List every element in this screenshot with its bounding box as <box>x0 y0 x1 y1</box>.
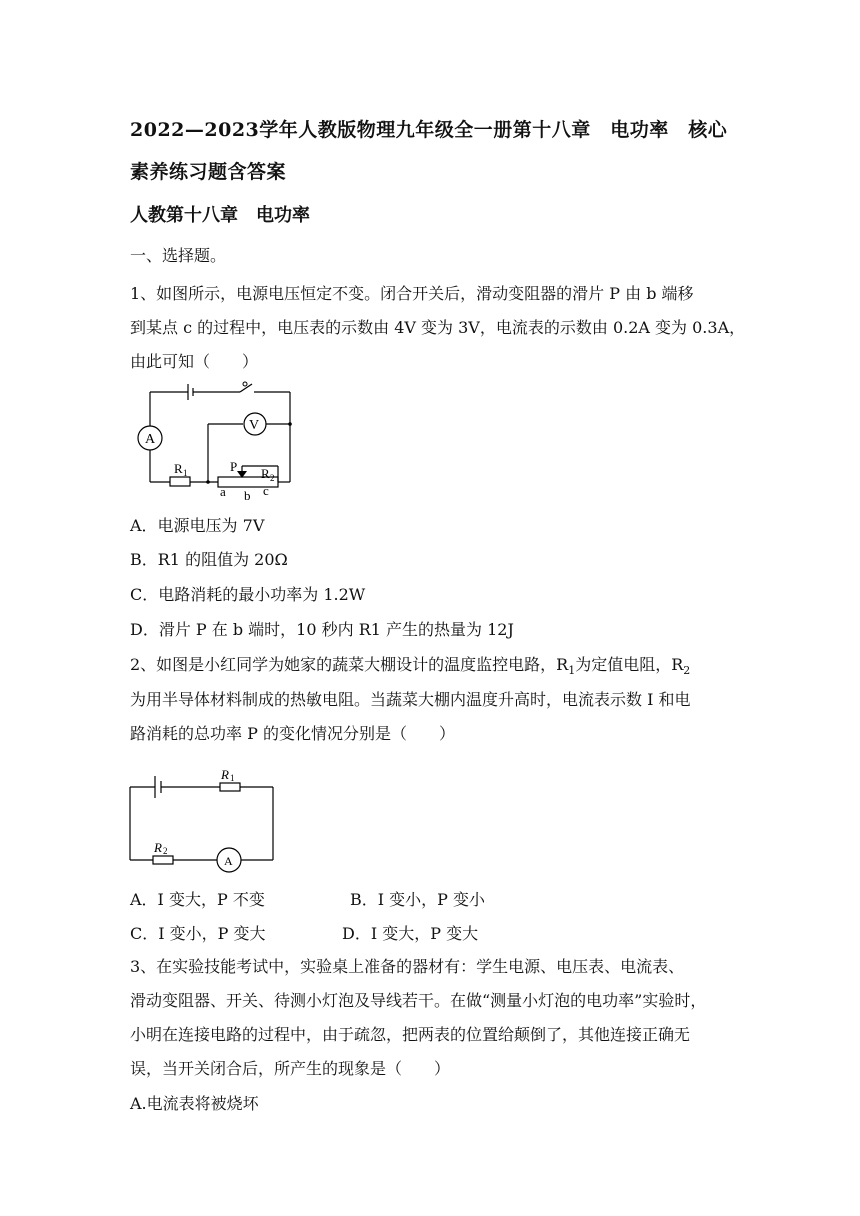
r1-label-sub: 1 <box>183 468 188 478</box>
q1-ammeter-label: A <box>145 432 156 447</box>
r1-resistor <box>170 477 190 486</box>
r1-label: R <box>174 461 183 476</box>
q2-r1-subscript: 1 <box>568 664 576 678</box>
r2-label-sub: 2 <box>270 473 275 483</box>
q1-option-c: C．电路消耗的最小功率为 1.2W <box>130 585 366 604</box>
q3-text-line-2: 滑动变阻器、开关、待测小灯泡及导线若干。在做“测量小灯泡的电功率”实验时， <box>130 991 707 1010</box>
q2-r2-resistor <box>153 856 173 864</box>
terminal-a-label: a <box>220 484 226 499</box>
chapter-heading: 人教第十八章 电功率 <box>130 205 310 226</box>
q1-option-b: B．R1 的阻值为 20Ω <box>130 550 288 569</box>
q2-r2-label-sub: 2 <box>163 846 168 856</box>
q2-text-line-3: 路消耗的总功率 P 的变化情况分别是（ ） <box>130 724 455 743</box>
q1-text-line-1: 1、如图所示，电源电压恒定不变。闭合开关后，滑动变阻器的滑片 P 由 b 端移 <box>130 284 694 303</box>
q1-text-line-3: 由此可知（ ） <box>130 352 259 371</box>
q2-option-c: C．I 变小，P 变大 <box>130 924 266 943</box>
q2-text-line-1: 2、如图是小红同学为她家的蔬菜大棚设计的温度监控电路，$R_1$为定值电阻，$R_2$ <box>130 655 691 678</box>
q3-text-line-1: 3、在实验技能考试中，实验桌上准备的器材有：学生电源、电压表、电流表、 <box>130 957 685 976</box>
q2-r2-label: R <box>154 840 162 855</box>
terminal-c-label: c <box>263 483 269 498</box>
doc-title-line-2: 素养练习题含答案 <box>130 161 287 183</box>
q1-circuit-diagram <box>130 378 300 503</box>
q2-option-a: A．I 变大，P 不变 <box>130 890 265 909</box>
q2-option-d: D．I 变大，P 变大 <box>342 924 479 943</box>
slider-p-label: P <box>230 459 238 474</box>
q2-r1-resistor <box>220 783 240 791</box>
q1-option-d: D．滑片 P 在 b 端时，10 秒内 R1 产生的热量为 12J <box>130 620 514 639</box>
section-heading: 一、选择题。 <box>130 246 227 265</box>
doc-title-line-1: 2022—2023学年人教版物理九年级全一册第十八章 电功率 核心 <box>130 119 728 141</box>
terminal-b-label: b <box>244 488 251 503</box>
q2-ammeter-label: A <box>224 854 233 868</box>
r2-label: R <box>261 466 270 481</box>
q3-text-line-4: 误，当开关闭合后，所产生的现象是（ ） <box>130 1059 451 1078</box>
q1-text-line-2: 到某点 c 的过程中，电压表的示数由 4V 变为 3V，电流表的示数由 0.2A 变为 0.3A， <box>130 318 746 337</box>
q2-option-b: B．I 变小，P 变小 <box>350 890 486 909</box>
q2-r1-label-sub: 1 <box>230 773 235 783</box>
q2-circuit-diagram <box>125 764 285 876</box>
q2-r1-label: R <box>221 767 229 782</box>
q1-option-a: A．电源电压为 7V <box>130 516 265 535</box>
q3-option-a: A.电流表将被烧坏 <box>130 1094 259 1113</box>
q1-voltmeter-label: V <box>249 418 260 433</box>
q2-r2-subscript: 2 <box>683 664 691 678</box>
q2-text-line-2: 为用半导体材料制成的热敏电阻。当蔬菜大棚内温度升高时，电流表示数 I 和电 <box>130 690 691 709</box>
q3-text-line-3: 小明在连接电路的过程中，由于疏忽，把两表的位置给颠倒了，其他连接正确无 <box>130 1025 691 1044</box>
